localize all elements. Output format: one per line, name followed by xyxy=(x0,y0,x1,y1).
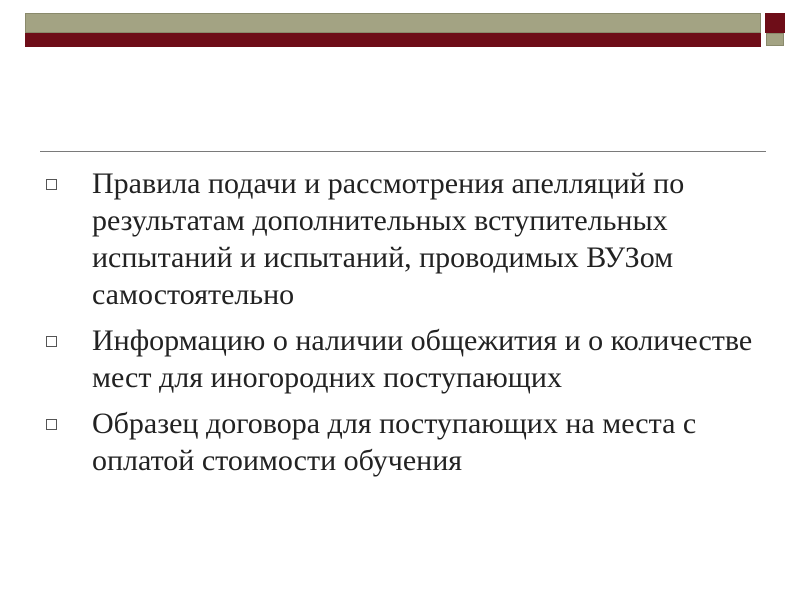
bullet-list xyxy=(40,165,770,488)
header-maroon-square xyxy=(765,13,785,33)
header-olive-bar xyxy=(25,13,761,33)
bullet-item xyxy=(40,165,770,313)
bullet-text: Правила подачи и рассмотрения апелляций по результатам дополнительных вступительных испытаний и испытаний, проводимых ВУЗом самостоятельно xyxy=(92,167,685,311)
bullet-text: Образец договора для поступающих на места с оплатой стоимости обучения xyxy=(92,407,697,477)
hollow-square-icon xyxy=(46,336,57,347)
bullet-item xyxy=(40,405,770,479)
header-maroon-bar xyxy=(25,33,761,47)
hollow-square-icon xyxy=(46,179,57,190)
bullet-text: Информацию о наличии общежития и о количестве мест для иногородних поступающих xyxy=(92,324,753,394)
header-olive-square xyxy=(766,33,784,46)
title-divider xyxy=(40,151,766,152)
bullet-item xyxy=(40,322,770,396)
hollow-square-icon xyxy=(46,419,57,430)
